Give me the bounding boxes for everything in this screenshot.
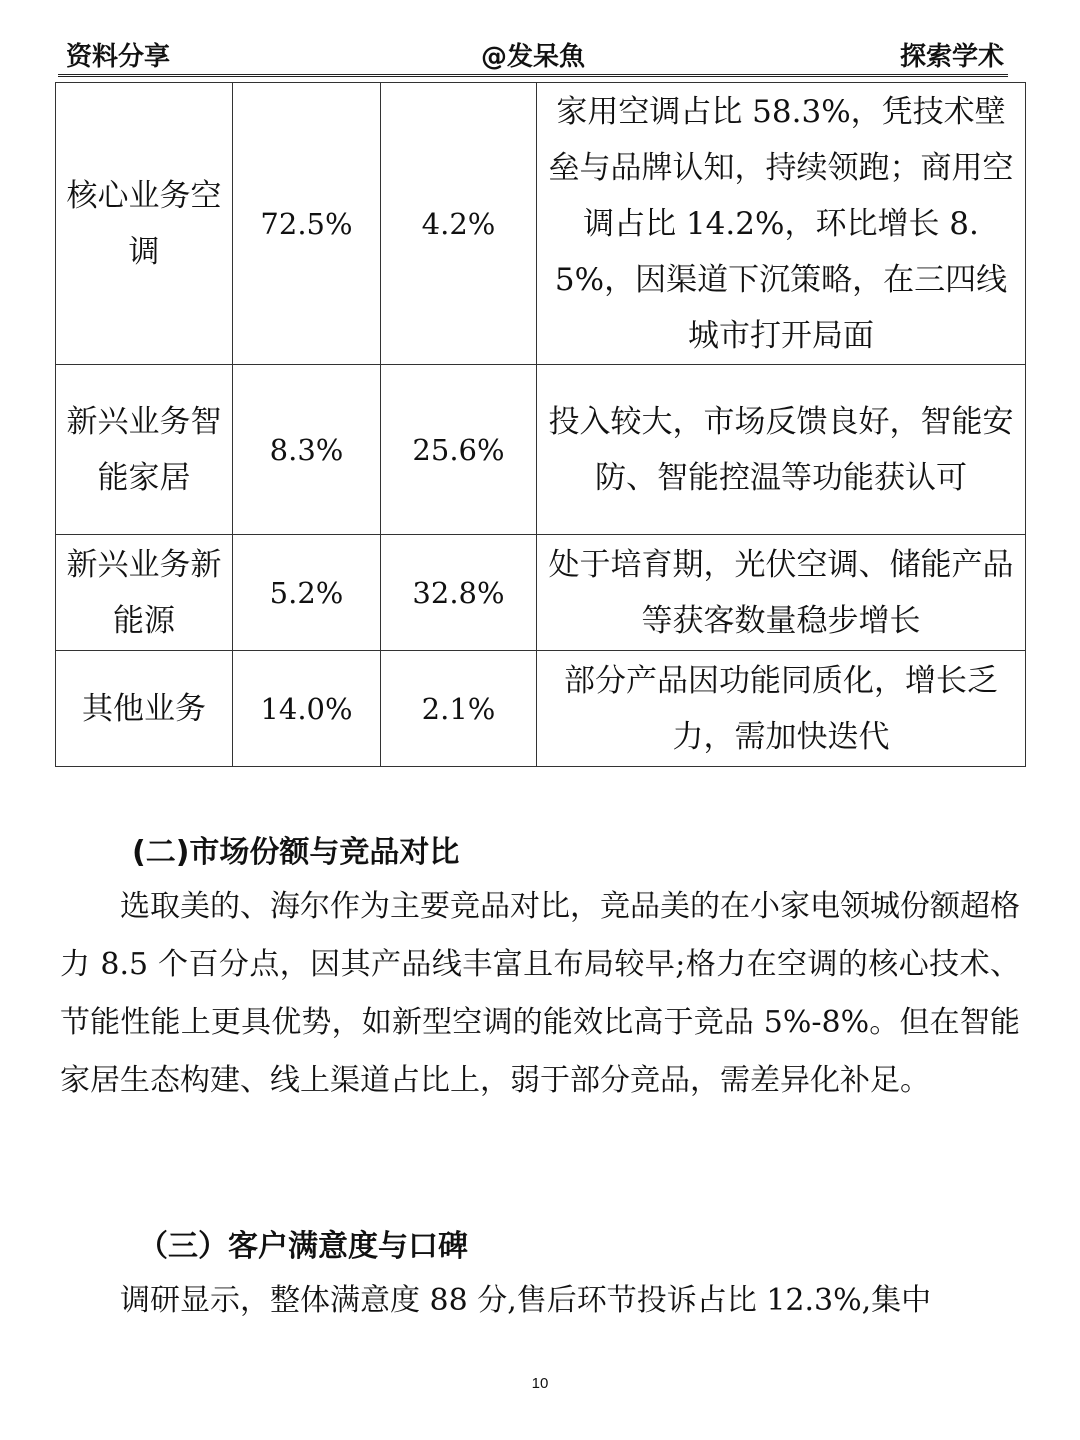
table-row xyxy=(56,83,1026,365)
header-right: 探索学术 xyxy=(899,42,1004,72)
business-share: 5.2% xyxy=(233,535,381,651)
business-growth: 2.1% xyxy=(381,651,537,767)
business-name: 新兴业务智能家居 xyxy=(56,365,233,535)
table-row xyxy=(56,365,1026,535)
table-row xyxy=(56,651,1026,767)
business-share: 14.0% xyxy=(233,651,381,767)
business-name: 核心业务空调 xyxy=(56,83,233,365)
header-left: 资料分享 xyxy=(66,42,171,72)
business-desc: 家用空调占比 58.3%，凭技术壁垒与品牌认知，持续领跑；商用空调占比 14.2%，环比增长 8.5%，因渠道下沉策略，在三四线城市打开局面 xyxy=(537,83,1026,365)
section-heading: (二)市场份额与竞品对比 xyxy=(132,835,460,870)
business-desc: 投入较大，市场反馈良好，智能安防、智能控温等功能获认可 xyxy=(537,365,1026,535)
business-share: 72.5% xyxy=(233,83,381,365)
business-table xyxy=(55,82,1026,767)
section-market-share xyxy=(60,828,1020,1110)
page-header xyxy=(58,36,1008,77)
business-growth: 25.6% xyxy=(381,365,537,535)
section-body: 调研显示，整体满意度 88 分,售后环节投诉占比 12.3%,集中 xyxy=(120,1283,932,1318)
business-desc: 处于培育期，光伏空调、储能产品等获客数量稳步增长 xyxy=(537,535,1026,651)
business-name: 其他业务 xyxy=(56,651,233,767)
business-share: 8.3% xyxy=(233,365,381,535)
business-name: 新兴业务新能源 xyxy=(56,535,233,651)
section-body: 选取美的、海尔作为主要竞品对比，竞品美的在小家电领城份额超格力 8.5 个百分点，因其产品线丰富且布局较早;格力在空调的核心技术、节能性能上更具优势，如新型空调的能效比高于竞品 5%-8%。但在智能家居生态构建、线上渠道占比上，弱于部分竞品，需差异化补足。 xyxy=(60,889,1020,1098)
business-growth: 32.8% xyxy=(381,535,537,651)
page-number: 10 xyxy=(531,1375,549,1392)
business-growth: 4.2% xyxy=(381,83,537,365)
section-satisfaction xyxy=(60,1222,1020,1330)
business-desc: 部分产品因功能同质化，增长乏力，需加快迭代 xyxy=(537,651,1026,767)
section-heading: （三）客户满意度与口碑 xyxy=(138,1229,468,1264)
table-row xyxy=(56,535,1026,651)
header-center: @发呆魚 xyxy=(480,42,585,72)
